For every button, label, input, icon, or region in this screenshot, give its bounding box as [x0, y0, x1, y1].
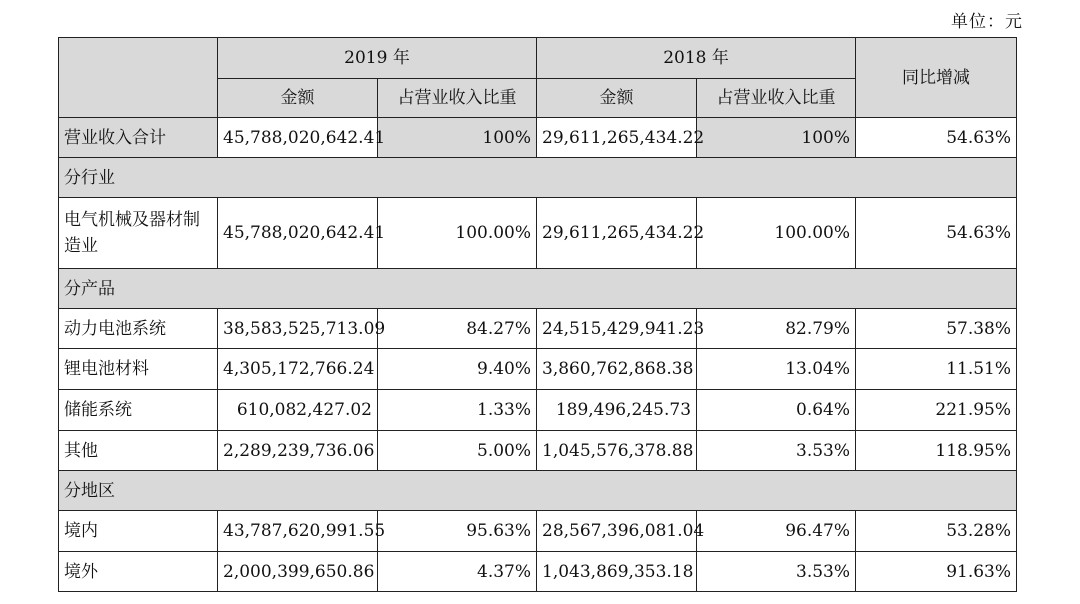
header-ratio-2019: 占营业收入比重: [378, 79, 537, 118]
row-label: 储能系统: [59, 390, 218, 431]
amount-2019-cell: 610,082,427.02: [218, 390, 378, 431]
header-year-2018: 2018 年: [537, 38, 856, 79]
row-label: 动力电池系统: [59, 309, 218, 349]
ratio-2018-cell: 96.47%: [697, 511, 856, 552]
amount-2018-cell: 28,567,396,081.04: [537, 511, 697, 552]
ratio-2018-cell: 3.53%: [697, 552, 856, 592]
section-row-region: [59, 471, 1017, 511]
section-row-product: [59, 269, 1017, 309]
yoy-cell: 221.95%: [856, 390, 1017, 431]
amount-2018-cell: 24,515,429,941.23: [537, 309, 697, 349]
total-amount-2019: 45,788,020,642.41: [218, 118, 378, 158]
table-row: [59, 309, 1017, 349]
section-label-region: 分地区: [59, 471, 1017, 511]
header-row-years: [59, 38, 1017, 79]
ratio-2019-cell: 4.37%: [378, 552, 537, 592]
yoy-cell: 11.51%: [856, 349, 1017, 390]
section-label-industry: 分行业: [59, 158, 1017, 198]
amount-2019-cell: 2,000,399,650.86: [218, 552, 378, 592]
row-label: 锂电池材料: [59, 349, 218, 390]
section-row-industry: [59, 158, 1017, 198]
amount-2019-cell: 38,583,525,713.09: [218, 309, 378, 349]
ratio-2018-cell: 100.00%: [697, 198, 856, 269]
ratio-2018-cell: 0.64%: [697, 390, 856, 431]
ratio-2019-cell: 1.33%: [378, 390, 537, 431]
header-year-2019: 2019 年: [218, 38, 537, 79]
amount-2019-cell: 45,788,020,642.41: [218, 198, 378, 269]
amount-2018-cell: 189,496,245.73: [537, 390, 697, 431]
ratio-2018-cell: 82.79%: [697, 309, 856, 349]
yoy-cell: 54.63%: [856, 198, 1017, 269]
row-label: 其他: [59, 431, 218, 471]
ratio-2019-cell: 100.00%: [378, 198, 537, 269]
table-row: [59, 431, 1017, 471]
amount-2018-cell: 1,045,576,378.88: [537, 431, 697, 471]
header-amount-2019: 金额: [218, 79, 378, 118]
total-amount-2018: 29,611,265,434.22: [537, 118, 697, 158]
ratio-2019-cell: 5.00%: [378, 431, 537, 471]
table-row: [59, 349, 1017, 390]
total-yoy: 54.63%: [856, 118, 1017, 158]
table-row: [59, 390, 1017, 431]
amount-2018-cell: 1,043,869,353.18: [537, 552, 697, 592]
amount-2019-cell: 2,289,239,736.06: [218, 431, 378, 471]
table-row: [59, 198, 1017, 269]
table-row: [59, 511, 1017, 552]
header-corner-cell: [59, 38, 218, 118]
total-ratio-2018: 100%: [697, 118, 856, 158]
header-ratio-2018: 占营业收入比重: [697, 79, 856, 118]
row-label: 境内: [59, 511, 218, 552]
amount-2018-cell: 29,611,265,434.22: [537, 198, 697, 269]
unit-label: 单位：元: [951, 12, 1023, 32]
total-label: 营业收入合计: [59, 118, 218, 158]
amount-2019-cell: 4,305,172,766.24: [218, 349, 378, 390]
revenue-table: [58, 37, 1017, 592]
yoy-cell: 118.95%: [856, 431, 1017, 471]
ratio-2018-cell: 3.53%: [697, 431, 856, 471]
section-label-product: 分产品: [59, 269, 1017, 309]
amount-2018-cell: 3,860,762,868.38: [537, 349, 697, 390]
row-label: 电气机械及器材制造业: [59, 198, 218, 269]
ratio-2019-cell: 95.63%: [378, 511, 537, 552]
table-row: [59, 552, 1017, 592]
yoy-cell: 53.28%: [856, 511, 1017, 552]
amount-2019-cell: 43,787,620,991.55: [218, 511, 378, 552]
total-row: [59, 118, 1017, 158]
row-label: 境外: [59, 552, 218, 592]
ratio-2019-cell: 9.40%: [378, 349, 537, 390]
total-ratio-2019: 100%: [378, 118, 537, 158]
ratio-2018-cell: 13.04%: [697, 349, 856, 390]
header-amount-2018: 金额: [537, 79, 697, 118]
ratio-2019-cell: 84.27%: [378, 309, 537, 349]
yoy-cell: 91.63%: [856, 552, 1017, 592]
yoy-cell: 57.38%: [856, 309, 1017, 349]
header-yoy: 同比增减: [856, 38, 1017, 118]
